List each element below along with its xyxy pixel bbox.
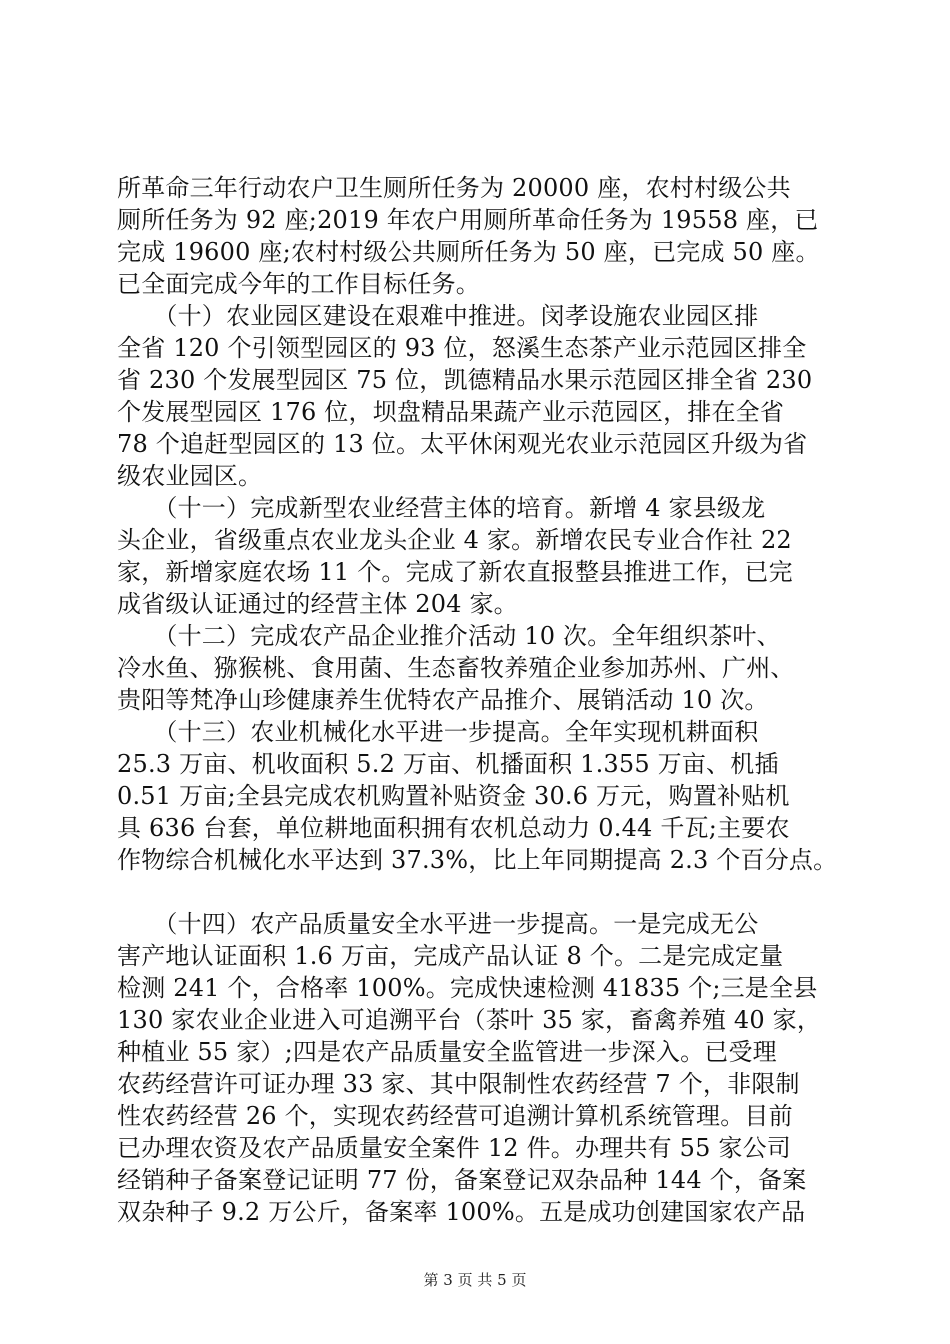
text-line: 双杂种子 9.2 万公斤，备案率 100%。五是成功创建国家农产品 bbox=[117, 1198, 806, 1226]
text-line: 性农药经营 26 个，实现农药经营可追溯计算机系统管理。目前 bbox=[117, 1102, 793, 1130]
text-line: 检测 241 个，合格率 100%。完成快速检测 41835 个;三是全县 bbox=[117, 974, 818, 1002]
text-line: 害产地认证面积 1.6 万亩，完成产品认证 8 个。二是完成定量 bbox=[117, 942, 784, 970]
text-line: 所革命三年行动农户卫生厕所任务为 20000 座，农村村级公共 bbox=[117, 174, 791, 202]
text-line: 冷水鱼、猕猴桃、食用菌、生态畜牧养殖企业参加苏州、广州、 bbox=[117, 654, 795, 682]
text-line: 作物综合机械化水平达到 37.3%，比上年同期提高 2.3 个百分点。 bbox=[117, 846, 838, 874]
text-line: 家，新增家庭农场 11 个。完成了新农直报整县推进工作，已完 bbox=[117, 558, 793, 586]
text-line: 个发展型园区 176 位，坝盘精品果蔬产业示范园区，排在全省 bbox=[117, 398, 785, 426]
text-line: 全省 120 个引领型园区的 93 位，怒溪生态茶产业示范园区排全 bbox=[117, 334, 807, 362]
text-line: 级农业园区。 bbox=[117, 462, 263, 490]
text-line: 农药经营许可证办理 33 家、其中限制性农药经营 7 个，非限制 bbox=[117, 1070, 800, 1098]
text-line: （十二）完成农产品企业推介活动 10 次。全年组织茶叶、 bbox=[117, 622, 781, 650]
text-line: 完成 19600 座;农村村级公共厕所任务为 50 座，已完成 50 座。 bbox=[117, 238, 820, 266]
text-line: 已办理农资及农产品质量安全案件 12 件。办理共有 55 家公司 bbox=[117, 1134, 791, 1162]
text-line: 具 636 台套，单位耕地面积拥有农机总动力 0.44 千瓦;主要农 bbox=[117, 814, 790, 842]
text-line: 已全面完成今年的工作目标任务。 bbox=[117, 270, 480, 298]
paragraph-gap bbox=[117, 876, 837, 908]
text-line: 贵阳等梵净山珍健康养生优特农产品推介、展销活动 10 次。 bbox=[117, 686, 769, 714]
text-line: （十四）农产品质量安全水平进一步提高。一是完成无公 bbox=[117, 910, 759, 938]
text-line: 经销种子备案登记证明 77 份，备案登记双杂品种 144 个，备案 bbox=[117, 1166, 807, 1194]
text-line: （十）农业园区建设在艰难中推进。闵孝设施农业园区排 bbox=[117, 302, 759, 330]
text-line: 厕所任务为 92 座;2019 年农户用厕所革命任务为 19558 座，已 bbox=[117, 206, 819, 234]
page-number-footer: 第 3 页 共 5 页 bbox=[423, 1271, 527, 1289]
text-line: 成省级认证通过的经营主体 204 家。 bbox=[117, 590, 518, 618]
text-line: 头企业，省级重点农业龙头企业 4 家。新增农民专业合作社 22 bbox=[117, 526, 792, 554]
text-line: 省 230 个发展型园区 75 位，凯德精品水果示范园区排全省 230 bbox=[117, 366, 813, 394]
text-line: （十一）完成新型农业经营主体的培育。新增 4 家县级龙 bbox=[117, 494, 766, 522]
text-line: （十三）农业机械化水平进一步提高。全年实现机耕面积 bbox=[117, 718, 759, 746]
text-line: 种植业 55 家）;四是农产品质量安全监管进一步深入。已受理 bbox=[117, 1038, 777, 1066]
text-line: 0.51 万亩;全县完成农机购置补贴资金 30.6 万元，购置补贴机 bbox=[117, 782, 790, 810]
text-line: 130 家农业企业进入可追溯平台（茶叶 35 家，畜禽养殖 40 家， bbox=[117, 1006, 822, 1034]
text-line: 78 个追赶型园区的 13 位。太平休闲观光农业示范园区升级为省 bbox=[117, 430, 808, 458]
text-line: 25.3 万亩、机收面积 5.2 万亩、机播面积 1.355 万亩、机插 bbox=[117, 750, 779, 778]
body-text bbox=[117, 172, 837, 1228]
